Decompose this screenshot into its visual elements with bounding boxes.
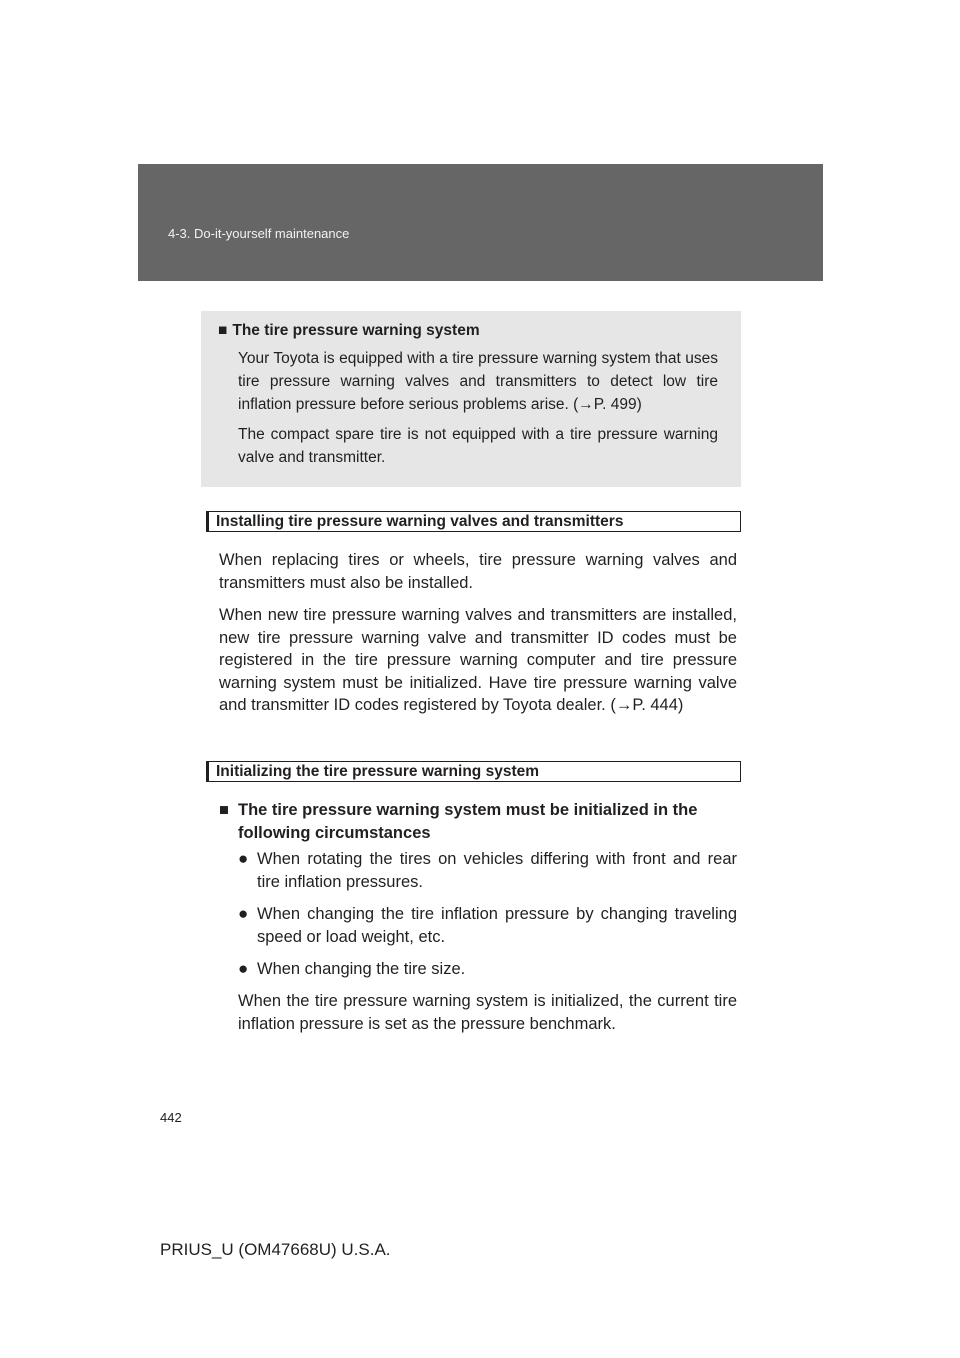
header-band [138,164,823,281]
list-item [238,848,737,893]
heading-bar [206,511,209,532]
section-heading-text: Initializing the tire pressure warning system [216,763,540,780]
page-number: 442 [160,1110,182,1125]
body-paragraph: When replacing tires or wheels, tire pressure warning valves and transmitters must also be installed. [219,551,737,592]
circle-bullet-icon: ● [238,904,249,923]
info-box-paragraph: The compact spare tire is not equipped with a tire pressure warning valve and transmitter. [238,426,718,466]
list-item-text: When rotating the tires on vehicles differing with front and rear tire inflation pressures. [257,850,737,891]
footer-model-code: PRIUS_U (OM47668U) U.S.A. [160,1240,391,1259]
subheading-text: The tire pressure warning system must be initialized in the following circumstances [238,801,698,842]
info-box-title [218,322,480,340]
list-item-text: When changing the tire inflation pressure by changing traveling speed or load weight, etc. [257,905,737,946]
note-paragraph: When the tire pressure warning system is initialized, the current tire inflation pressure is set as the pressure benchmark. [238,992,737,1033]
body-paragraph: When new tire pressure warning valves and transmitters are installed, new tire pressure warning valve and transmitter ID codes must be registered in the tire pressure warning computer and tire pressure warning system must be initialized. Have tire pressure warning valve and transmitter ID codes registered by Toyota dealer. (→P. 444) [219,606,737,714]
list-item [238,903,737,948]
section-breadcrumb: 4-3. Do-it-yourself maintenance [168,226,350,241]
square-bullet-icon: ■ [218,322,228,339]
info-box-paragraph: Your Toyota is equipped with a tire pressure warning system that uses tire pressure warning valves and transmitters to detect low tire inflation pressure before serious problems arise. (→P. 499) [238,350,718,413]
circle-bullet-icon: ● [238,849,249,868]
heading-bar [206,761,209,782]
square-bullet-icon: ■ [219,801,229,819]
list-item [238,958,737,981]
section-heading-text: Installing tire pressure warning valves and transmitters [216,513,624,530]
subheading-circumstances [219,799,737,844]
info-box [201,311,741,487]
circle-bullet-icon: ● [238,959,249,978]
section-heading-installing [206,511,741,532]
section-heading-initializing [206,761,741,782]
info-box-title-text: The tire pressure warning system [232,322,480,339]
list-item-text: When changing the tire size. [257,960,466,978]
